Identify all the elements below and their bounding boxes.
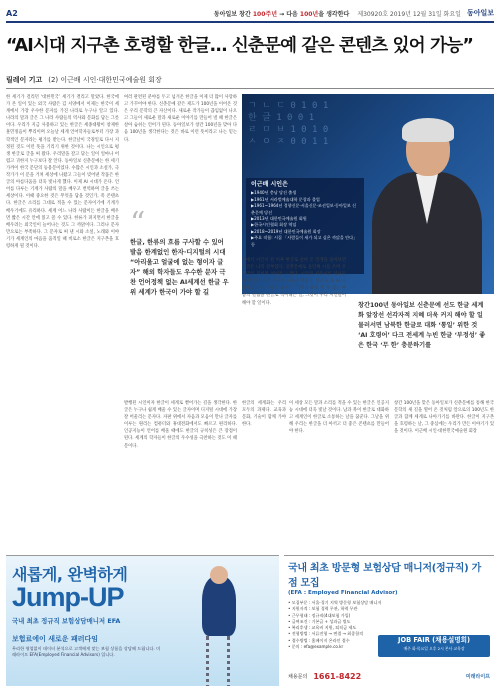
- column-tag: 릴레이 기고: [6, 76, 43, 84]
- info-line: ▶1961~1964년 경향신문·서울신문·조선일보·동아일보 신춘문예 당선: [251, 203, 357, 215]
- background-code-graphic: ㄱ ㄴ ㄷ 0 1 0 1 한 글 1 0 0 1 ㄹ ㅁ ㅂ 1 0 1 0 ㅅ ㅇ ㅈ 0 0 1 1: [248, 101, 329, 147]
- recruit-footer: [288, 668, 490, 684]
- pull-quote-text: 창간100년 동아일보 신춘문예 선도 한글 세계화 앞장선 선각자적 지혜 더욱 커지 해야 할 일 물러서면 남북한 한글로 대화 ‘통일’ 위한 것 ‘AI 호령어’ 다크 전세계 누빈 한글 ‘부정성’ 좋은 한국 ‘무 한’ 충분하기를: [358, 302, 486, 349]
- pull-quote-1: [124, 208, 237, 398]
- ad-line2: 보험료에이 새로운 패러다임: [12, 635, 99, 643]
- body-text: 한 세기가 걸리던 ‘대한민국’ 세기가 결리고 말았다. 한국에 가 본 일이 있는 외국 사람은 김 서양에서 이제는 한국이 세계에서 가장 우수한 문자를 가진 나라로 누구나 알고 있다. 나라의 말과 글은 그 나라 사람들의 역사와 문화를 담는 그릇이다. 우리가 지금 사용하고 있는 한글은 세종대왕이 창제한 훈민정음이 뿌리이며 오늘날 세계 언어학자들로부터 가장 과학적인 문자라는 평가를 받는다. 한글날이 국경일로 다시 지정된 것도 이런 뜻을 기리기 위한 것이다. 나는 시인으로 평생 한글로 글을 써 왔다. 우리말을 갈고 닦는 일이 얼마나 어렵고 귀한지 누구보다 잘 안다. 동아일보 신춘문예는 한 세기 가까이 한국 문단의 등용문이었다. 수많은 시인과 소설가, 극작가가 이 문을 거쳐 세상에 나왔고 그들이 빚어낸 작품은 한글의 아름다움을 더욱 빛나게 했다. 이제 AI 시대가 온다. 언어를 다루는 기계가 사람의 말을 배우고 번역하며 글을 쓰는 세상이다. 이때 중요한 것은 무엇을 담을 것인가, 즉 콘텐츠다. 한글은 소리를 그대로 적을 수 있는 문자이기에 기계가 배우기에도 유리하다. 세계 어느 나라 사람이든 한글을 배우면 짧은 시간 안에 읽고 쓸 수 있다. 한류가 퍼지면서 한글을 배우려는 외국인이 늘어나는 것도 그 까닭이다. 그러나 문자만으로는 부족하다. 그 문자로 써 낸 시와 소설, 노래와 이야기가 세계인의 마음을 움직일 때 비로소 한글은 지구촌을 호령하게 될 것이다.: [6, 95, 119, 249]
- paper-name: 동아일보: [466, 9, 494, 17]
- byline-rule: [6, 88, 494, 89]
- slogan-mid: 100주년: [252, 10, 277, 18]
- body-text: 여러 관련된 분야를 두고 넘겨온 한글을 이제 더 많이 사랑하고 가꾸어야 한다. 신춘문예 같은 제도가 100년을 이어온 것은 우리 문학의 큰 자산이다. 새로운 작가들이 끊임없이 나오고 그들이 새로운 말과 새로운 이야기를 만들어 낼 때 한글은 살아 숨쉬는 언어가 된다. 동아일보가 창간 100년을 맞아 다음 100년을 생각한다는 것은 바로 이런 뜻이라고 나는 믿는다.: [124, 95, 237, 143]
- body-text: 한글의 세계화는 우리 모두의 과제다. 교육과 문화, 기술이 함께 가야 한다.: [242, 401, 286, 428]
- ad-title-big: Jump-UP: [12, 582, 124, 612]
- list-item: • 근무형태 : 정규직(4대보험 가입): [288, 612, 351, 618]
- info-line: ▶한국시인협회 회장 역임: [251, 222, 297, 228]
- job-fair-button[interactable]: [378, 635, 490, 657]
- issue-info: 제30920호 2019년 12월 31일 화요일: [357, 10, 461, 18]
- body-column-1: [6, 94, 119, 550]
- advertisement-jump-up[interactable]: [6, 555, 279, 686]
- info-box-title: 이근배 시인은: [251, 181, 288, 188]
- top-rule: [6, 21, 494, 23]
- phone-number[interactable]: 1661-8422: [313, 671, 362, 681]
- list-item: • 급여조건 : 기본급 + 성과급 별도: [288, 618, 351, 624]
- info-line: ▶2013년 대한민국예술원 회원: [251, 216, 307, 222]
- body-column-3b: [242, 400, 286, 550]
- list-item: • 지원자격 : 보험 경력 무관, 학력 무관: [288, 606, 358, 612]
- recruit-title: 국내 최초 방문형 보험상담 매니저(정규직) 가점 모집: [288, 563, 481, 589]
- body-column-3: [289, 400, 389, 550]
- jumping-man-illustration: [176, 566, 266, 686]
- author: (2) 이근배 시인·대한민국예술원 회장: [48, 76, 162, 84]
- job-fair-label: JOB FAIR (채용설명회): [398, 636, 470, 644]
- brand-logo: 미래라이프: [465, 673, 490, 680]
- slogan-next: 다음: [286, 10, 298, 18]
- body-column-2b: [124, 400, 237, 550]
- quote-mark-icon: “: [130, 206, 146, 241]
- slogan-hl: 100년: [299, 10, 319, 18]
- headline: “AI시대 지구촌 호령할 한글… 신춘문예 같은 콘텐츠 있어 가능”: [6, 36, 474, 56]
- body-text: 창간 100년을 맞은 동아일보가 신춘문예를 통해 한국 문학의 새 길을 열어 온 것처럼 앞으로의 100년도 한글과 함께 세계로 나아가기를 바란다. 한글이 지구촌을 호령하는 날, 그 중심에는 우리가 만든 이야기가 있을 것이다. 이근배 시인·대한민국예술원 회장: [394, 401, 494, 435]
- ad-title-small: 새롭게, 완벽하게: [12, 565, 128, 584]
- body-column-3a: [242, 257, 346, 397]
- list-item: • 복리후생 : 교육비 지원, 퇴직금 제도: [288, 625, 357, 631]
- body-column-4: [394, 400, 494, 550]
- phone-label: 채용문의: [288, 673, 308, 680]
- info-line: ▶1961년 서라벌예술대학 문창과 졸업: [251, 196, 320, 202]
- slogan-suffix: 을 생각한다: [318, 10, 350, 18]
- page-number: A2: [6, 8, 18, 18]
- list-item: • 모집부문 : 서울·경기 지역 방문형 보험상담 매니저: [288, 600, 382, 605]
- jumper-body: [202, 576, 236, 636]
- info-line: ▶주요 작품: 시집 「사람들이 새가 되고 싶은 까닭을 안다」 등: [251, 235, 358, 247]
- byline: [6, 74, 326, 86]
- ad-description: 무리한 영업없이 데이터 분석으로 고객에게 맞는 보험 상품을 상담해 드립니다. 미래라이프 EFA(Employed Financial Advisors) 입니다.: [12, 646, 161, 658]
- list-item: • 전형방법 : 서류전형 → 면접 → 최종합격: [288, 631, 364, 637]
- portrait: [372, 122, 482, 294]
- pull-quote-text: 한글, 한류의 흐름 구사할 수 있어 발음 한계없인 한자·디지털의 시대 “아리울고 얼굴에 없는 형이자 글자” 해외 학자들도 우수한 문자 극찬 언어정책 없는 AI세계선 한글 우위 세계가 한국이 가야 할 길: [130, 238, 229, 296]
- slogan: [214, 9, 349, 18]
- masthead: [6, 6, 494, 20]
- body-text: 말에서 시인이 된 이후 한글로 살아 온 일생을 돌아보면 한글은 나의 전부였다. 신춘문예로 등단해 시를 쓰며 우리말의 깊이와 넓이를 느꼈다. 시조와 자유시를 넘나들며 한글이 가진 가락과 운율을 배웠다. 앞으로 올 AI 시대에도 시는 사람의 몫이다. 기계가 흉내 낼 수 없는 마음의 떨림을 한글로 적어내는 일, 그것이 우리 시인들이 해야 할 일이다.: [242, 258, 346, 306]
- jumper-face: [210, 566, 228, 584]
- info-line: ▶1940년 충남 당진 출생: [251, 190, 297, 196]
- slogan-prefix: 동아일보 창간: [213, 10, 251, 18]
- body-text: 이 세상 모든 말과 소리를 적을 수 있는 한글은 인공지능 시대에 더욱 빛날 것이다. 남과 북이 한글로 대화하고 세계인이 한글로 소통하는 날을 꿈꾼다. 그날을 위해 우리는 한글을 더 아끼고 더 좋은 콘텐츠를 만들어야 한다.: [289, 401, 389, 435]
- ad-subtitle: 국내 최초 정규직 보험상담매니저 EFA: [12, 617, 121, 625]
- job-fair-sub: 매주 화·목요일 오후 2시 본사 교육장: [403, 646, 465, 651]
- advertisement-recruitment[interactable]: [284, 555, 494, 686]
- pull-quote-2: [352, 297, 494, 397]
- pogo-spring: [206, 636, 230, 686]
- list-item: • 문의 : efa@example.co.kr: [288, 644, 344, 650]
- info-line: ▶2018~2019년 대한민국예술원 회장: [251, 228, 321, 234]
- recruit-subtitle: (EFA : Employed Financial Advisor): [288, 590, 398, 596]
- slogan-sep: →: [279, 10, 285, 18]
- portrait-hair: [402, 118, 454, 142]
- body-text: 발행된 시인이자 한글이 세계로 뻗어가는 길을 생각한다. 한글은 누구나 쉽게 배울 수 있는 글자이며 디지털 시대에 가장 잘 어울리는 문자다. 자판 위에서 자음과 모음이 만나 글자를 이루는 원리는 컴퓨터와 휴대전화에서도 빠르고 편리하다. 인공지능이 언어를 배울 때에도 한글의 규칙성은 큰 장점이 된다. 세계의 학자들이 한글의 우수성을 극찬하는 것도 이 때문이다.: [124, 401, 237, 449]
- list-item: • 접수방법 : 홈페이지 온라인 접수: [288, 637, 350, 643]
